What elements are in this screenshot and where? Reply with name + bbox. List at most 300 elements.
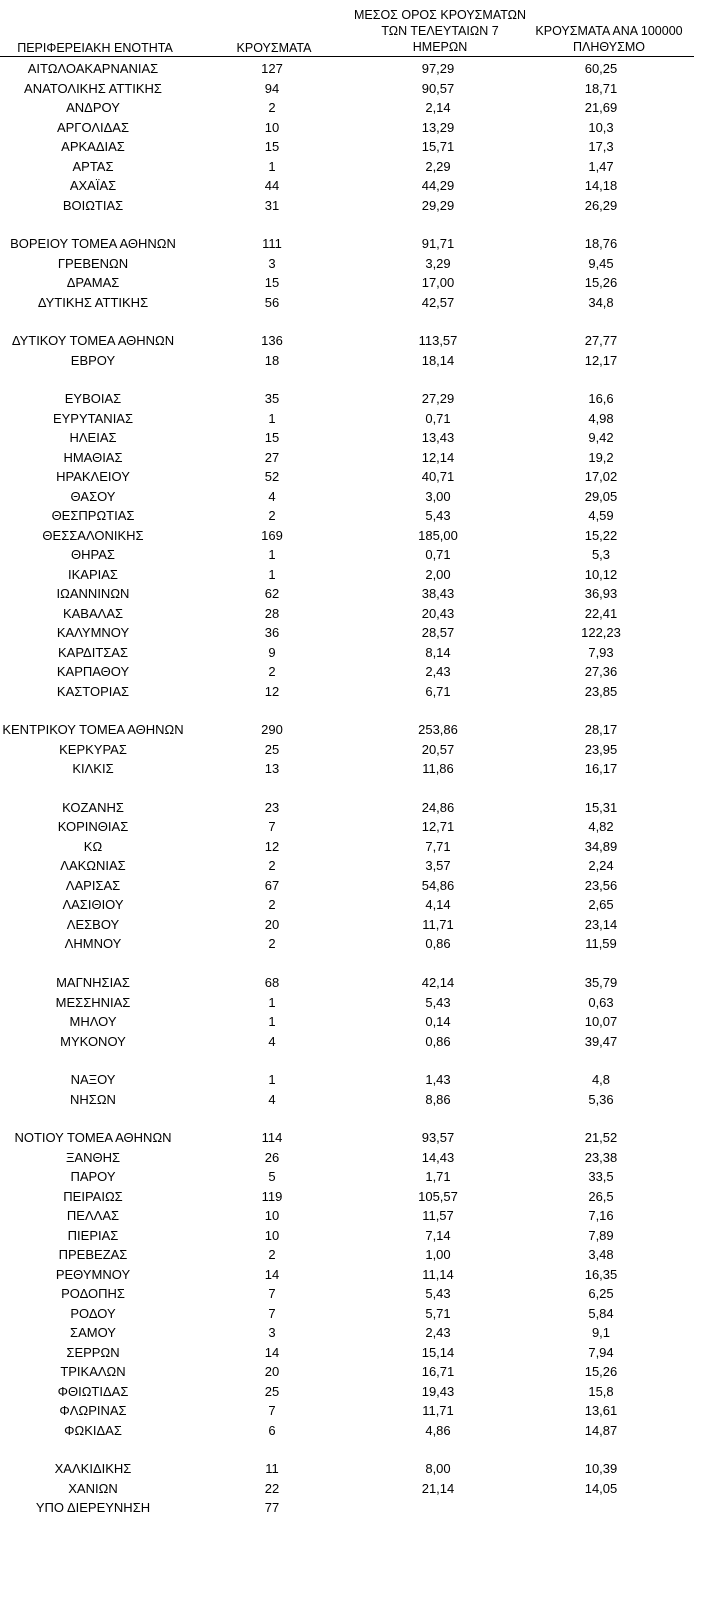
seven-day-average-cell: 0,86 bbox=[425, 936, 451, 952]
table-row bbox=[0, 98, 728, 118]
table-row bbox=[0, 389, 728, 409]
table-row bbox=[0, 720, 728, 740]
cases-cell: 7 bbox=[268, 1403, 276, 1419]
region-name-cell: ΠΕΙΡΑΙΩΣ bbox=[63, 1188, 123, 1204]
seven-day-average-cell: 8,86 bbox=[425, 1091, 451, 1107]
seven-day-average-cell: 11,71 bbox=[422, 1403, 454, 1419]
region-name-cell: ΚΕΡΚΥΡΑΣ bbox=[59, 741, 127, 757]
table-row bbox=[0, 1032, 728, 1052]
region-name-cell: ΡΕΘΥΜΝΟΥ bbox=[55, 1266, 131, 1282]
region-name-cell: ΚΑΡΠΑΘΟΥ bbox=[56, 664, 130, 680]
table-row bbox=[0, 934, 728, 954]
cases-cell: 14 bbox=[264, 1344, 280, 1360]
seven-day-average-cell: 3,29 bbox=[425, 255, 451, 271]
seven-day-average-cell: 16,71 bbox=[421, 1364, 455, 1380]
seven-day-average-cell: 15,14 bbox=[421, 1344, 455, 1360]
seven-day-average-cell: 185,00 bbox=[418, 527, 458, 543]
table-row bbox=[0, 448, 728, 468]
region-name-cell: ΚΟΖΑΝΗΣ bbox=[62, 799, 124, 815]
seven-day-average-cell: 90,57 bbox=[421, 80, 455, 96]
cases-per-100000-cell: 35,79 bbox=[584, 975, 618, 991]
region-name-cell: ΚΟΡΙΝΘΙΑΣ bbox=[57, 819, 129, 835]
table-row bbox=[0, 1459, 728, 1479]
region-name-cell: ΘΕΣΣΑΛΟΝΙΚΗΣ bbox=[42, 527, 144, 543]
table-row bbox=[0, 409, 728, 429]
table-row bbox=[0, 467, 728, 487]
table-row bbox=[0, 1498, 728, 1518]
seven-day-average-cell: 5,71 bbox=[425, 1305, 451, 1321]
cases-per-100000-cell: 14,87 bbox=[584, 1422, 618, 1438]
cases-cell: 20 bbox=[264, 916, 280, 932]
region-name-cell: ΚΑΛΥΜΝΟΥ bbox=[56, 625, 130, 641]
seven-day-average-cell: 0,71 bbox=[425, 547, 451, 563]
cases-cell: 127 bbox=[261, 61, 283, 76]
region-name-cell: ΕΒΡΟΥ bbox=[70, 352, 116, 368]
seven-day-average-cell: 1,00 bbox=[425, 1247, 451, 1263]
table-row bbox=[0, 118, 728, 138]
cases-per-100000-cell: 10,3 bbox=[588, 119, 614, 135]
seven-day-average-cell: 17,00 bbox=[421, 275, 455, 291]
cases-cell: 1 bbox=[268, 158, 276, 174]
table-row bbox=[0, 915, 728, 935]
cases-per-100000-cell: 16,17 bbox=[584, 761, 618, 777]
table-row bbox=[0, 993, 728, 1013]
seven-day-average-cell: 13,43 bbox=[421, 430, 455, 446]
table-row bbox=[0, 428, 728, 448]
region-name-cell: ΣΑΜΟΥ bbox=[70, 1325, 116, 1341]
region-name-cell: ΑΡΤΑΣ bbox=[72, 158, 114, 174]
cases-cell: 2 bbox=[268, 897, 276, 913]
region-name-cell: ΝΑΞΟΥ bbox=[70, 1072, 116, 1088]
cases-cell: 25 bbox=[264, 1383, 280, 1399]
region-name-cell: ΤΡΙΚΑΛΩΝ bbox=[60, 1364, 126, 1380]
region-name-cell: ΜΑΓΝΗΣΙΑΣ bbox=[56, 975, 130, 991]
cases-per-100000-cell: 18,76 bbox=[584, 236, 618, 252]
table-row bbox=[0, 1304, 728, 1324]
table-row bbox=[0, 876, 728, 896]
seven-day-average-cell: 105,57 bbox=[418, 1188, 458, 1204]
header-divider bbox=[0, 56, 694, 57]
region-name-cell: ΧΑΛΚΙΔΙΚΗΣ bbox=[54, 1461, 132, 1477]
region-name-cell: ΛΑΚΩΝΙΑΣ bbox=[60, 858, 126, 874]
table-row bbox=[0, 526, 728, 546]
cases-per-100000-cell: 26,29 bbox=[584, 197, 618, 213]
region-name-cell: ΝΟΤΙΟΥ ΤΟΜΕΑ ΑΘΗΝΩΝ bbox=[14, 1130, 172, 1146]
column-header-cases: ΚΡΟΥΣΜΑΤΑ bbox=[236, 41, 312, 55]
cases-per-100000-cell: 33,5 bbox=[588, 1169, 614, 1185]
region-name-cell: ΣΕΡΡΩΝ bbox=[66, 1344, 120, 1360]
table-row bbox=[0, 1226, 728, 1246]
cases-per-100000-cell: 9,45 bbox=[588, 255, 614, 271]
cases-per-100000-cell: 5,84 bbox=[588, 1305, 614, 1321]
region-name-cell: ΥΠΟ ΔΙΕΡΕΥΝΗΣΗ bbox=[35, 1500, 151, 1516]
cases-cell: 2 bbox=[268, 936, 276, 952]
cases-cell: 22 bbox=[264, 1480, 280, 1496]
seven-day-average-cell: 2,43 bbox=[425, 664, 451, 680]
cases-cell: 6 bbox=[268, 1422, 276, 1438]
cases-per-100000-cell: 39,47 bbox=[584, 1033, 618, 1049]
region-name-cell: ΘΗΡΑΣ bbox=[71, 547, 115, 563]
cases-per-100000-cell: 29,05 bbox=[584, 488, 618, 504]
seven-day-average-cell: 3,00 bbox=[425, 488, 451, 504]
cases-per-100000-cell: 26,5 bbox=[588, 1188, 614, 1204]
region-name-cell: ΠΙΕΡΙΑΣ bbox=[67, 1227, 119, 1243]
table-row bbox=[0, 254, 728, 274]
cases-per-100000-cell: 9,42 bbox=[588, 430, 614, 446]
seven-day-average-cell: 21,14 bbox=[421, 1480, 455, 1496]
cases-cell: 15 bbox=[264, 430, 280, 446]
cases-cell: 3 bbox=[268, 255, 276, 271]
cases-cell: 3 bbox=[268, 1325, 276, 1341]
cases-per-100000-cell: 2,65 bbox=[588, 897, 614, 913]
cases-cell: 56 bbox=[264, 294, 280, 310]
cases-cell: 15 bbox=[264, 275, 280, 291]
cases-cell: 15 bbox=[264, 139, 280, 154]
table-row bbox=[0, 59, 728, 79]
cases-per-100000-cell: 19,2 bbox=[588, 449, 614, 465]
region-name-cell: ΚΙΛΚΙΣ bbox=[72, 761, 114, 777]
seven-day-average-cell: 113,57 bbox=[418, 333, 458, 349]
region-name-cell: ΠΡΕΒΕΖΑΣ bbox=[58, 1247, 128, 1263]
seven-day-average-cell: 6,71 bbox=[425, 683, 451, 699]
column-header-average-line-1: ΜΕΣΟΣ ΟΡΟΣ ΚΡΟΥΣΜΑΤΩΝ bbox=[353, 8, 527, 22]
region-name-cell: ΦΘΙΩΤΙΔΑΣ bbox=[57, 1383, 129, 1399]
cases-per-100000-cell: 4,8 bbox=[591, 1072, 611, 1088]
seven-day-average-cell: 11,86 bbox=[422, 761, 454, 777]
cases-cell: 1 bbox=[268, 410, 276, 426]
seven-day-average-cell: 5,43 bbox=[425, 508, 451, 524]
cases-per-100000-cell: 15,26 bbox=[584, 275, 618, 291]
cases-cell: 1 bbox=[268, 994, 276, 1010]
seven-day-average-cell: 2,14 bbox=[425, 100, 451, 115]
cases-cell: 12 bbox=[264, 683, 280, 699]
cases-per-100000-cell: 23,85 bbox=[584, 683, 618, 699]
region-name-cell: ΚΑΡΔΙΤΣΑΣ bbox=[57, 644, 129, 660]
table-row bbox=[0, 837, 728, 857]
cases-cell: 44 bbox=[264, 178, 280, 193]
cases-cell: 25 bbox=[264, 741, 280, 757]
cases-per-100000-cell: 12,17 bbox=[584, 352, 618, 368]
table-row bbox=[0, 604, 728, 624]
seven-day-average-cell: 12,71 bbox=[421, 819, 455, 835]
cases-per-100000-cell: 21,52 bbox=[584, 1130, 618, 1146]
cases-cell: 13 bbox=[264, 761, 280, 777]
column-header-average-line-2: ΤΩΝ ΤΕΛΕΥΤΑΙΩΝ 7 bbox=[381, 24, 499, 38]
seven-day-average-cell: 20,57 bbox=[421, 741, 455, 757]
region-name-cell: ΛΗΜΝΟΥ bbox=[64, 936, 122, 952]
seven-day-average-cell: 2,00 bbox=[425, 566, 451, 582]
cases-cell: 2 bbox=[268, 664, 276, 680]
seven-day-average-cell: 54,86 bbox=[421, 877, 455, 893]
cases-per-100000-cell: 34,8 bbox=[588, 294, 614, 310]
cases-per-100000-cell: 13,61 bbox=[584, 1403, 618, 1419]
cases-cell: 62 bbox=[264, 586, 280, 602]
table-row bbox=[0, 506, 728, 526]
cases-cell: 23 bbox=[264, 799, 280, 815]
cases-cell: 7 bbox=[268, 1286, 276, 1302]
region-name-cell: ΕΥΡΥΤΑΝΙΑΣ bbox=[52, 410, 134, 426]
cases-cell: 94 bbox=[264, 80, 280, 96]
table-row bbox=[0, 798, 728, 818]
region-name-cell: ΑΝΔΡΟΥ bbox=[66, 100, 120, 115]
table-row bbox=[0, 584, 728, 604]
cases-per-100000-cell: 1,47 bbox=[588, 158, 614, 174]
region-name-cell: ΝΗΣΩΝ bbox=[70, 1091, 116, 1107]
region-name-cell: ΔΥΤΙΚΗΣ ΑΤΤΙΚΗΣ bbox=[37, 294, 149, 310]
seven-day-average-cell: 44,29 bbox=[421, 178, 455, 193]
seven-day-average-cell: 253,86 bbox=[418, 722, 458, 738]
seven-day-average-cell: 1,43 bbox=[425, 1072, 451, 1088]
cases-cell: 2 bbox=[268, 100, 276, 115]
table-row bbox=[0, 1128, 728, 1148]
seven-day-average-cell: 40,71 bbox=[421, 469, 455, 485]
seven-day-average-cell: 2,29 bbox=[425, 158, 451, 174]
cases-per-100000-cell: 23,38 bbox=[584, 1149, 618, 1165]
cases-per-100000-cell: 23,14 bbox=[584, 916, 618, 932]
cases-per-100000-cell: 22,41 bbox=[584, 605, 618, 621]
seven-day-average-cell: 18,14 bbox=[421, 352, 455, 368]
cases-per-100000-cell: 28,17 bbox=[584, 722, 618, 738]
table-row bbox=[0, 79, 728, 99]
table-row bbox=[0, 817, 728, 837]
table-row bbox=[0, 1070, 728, 1090]
cases-per-100000-cell: 17,02 bbox=[584, 469, 618, 485]
region-name-cell: ΧΑΝΙΩΝ bbox=[68, 1480, 118, 1496]
cases-cell: 4 bbox=[268, 1033, 276, 1049]
cases-cell: 18 bbox=[264, 352, 280, 368]
cases-cell: 7 bbox=[268, 819, 276, 835]
table-row bbox=[0, 623, 728, 643]
cases-cell: 119 bbox=[261, 1188, 283, 1204]
cases-per-100000-cell: 27,36 bbox=[584, 664, 618, 680]
cases-per-100000-cell: 36,93 bbox=[584, 586, 618, 602]
cases-per-100000-cell: 16,6 bbox=[588, 391, 614, 407]
cases-per-100000-cell: 18,71 bbox=[584, 80, 618, 96]
cases-cell: 10 bbox=[264, 1208, 280, 1224]
cases-per-100000-cell: 7,16 bbox=[588, 1208, 614, 1224]
seven-day-average-cell: 42,14 bbox=[421, 975, 455, 991]
seven-day-average-cell: 4,86 bbox=[425, 1422, 451, 1438]
table-row bbox=[0, 973, 728, 993]
cases-cell: 1 bbox=[268, 547, 276, 563]
table-row bbox=[0, 234, 728, 254]
cases-cell: 2 bbox=[268, 858, 276, 874]
cases-cell: 36 bbox=[264, 625, 280, 641]
region-name-cell: ΒΟΡΕΙΟΥ ΤΟΜΕΑ ΑΘΗΝΩΝ bbox=[10, 236, 176, 252]
cases-cell: 20 bbox=[264, 1364, 280, 1380]
region-name-cell: ΑΙΤΩΛΟΑΚΑΡΝΑΝΙΑΣ bbox=[27, 61, 159, 76]
seven-day-average-cell: 24,86 bbox=[421, 799, 455, 815]
seven-day-average-cell: 15,71 bbox=[421, 139, 455, 154]
cases-cell: 67 bbox=[264, 877, 280, 893]
seven-day-average-cell: 19,43 bbox=[421, 1383, 455, 1399]
region-name-cell: ΛΑΡΙΣΑΣ bbox=[65, 877, 121, 893]
cases-cell: 111 bbox=[262, 236, 282, 252]
cases-cell: 1 bbox=[268, 1014, 276, 1030]
table-row bbox=[0, 1090, 728, 1110]
table-row bbox=[0, 1012, 728, 1032]
seven-day-average-cell: 11,14 bbox=[422, 1266, 454, 1282]
cases-per-100000-cell: 4,98 bbox=[588, 410, 614, 426]
table-row bbox=[0, 682, 728, 702]
seven-day-average-cell: 8,00 bbox=[425, 1461, 451, 1477]
region-name-cell: ΕΥΒΟΙΑΣ bbox=[64, 391, 122, 407]
cases-per-100000-cell: 2,24 bbox=[588, 858, 614, 874]
cases-cell: 11 bbox=[265, 1461, 279, 1477]
cases-per-100000-cell: 11,59 bbox=[585, 936, 617, 952]
cases-per-100000-cell: 5,3 bbox=[591, 547, 611, 563]
region-name-cell: ΙΩΑΝΝΙΝΩΝ bbox=[56, 586, 130, 602]
region-name-cell: ΔΡΑΜΑΣ bbox=[66, 275, 120, 291]
cases-per-100000-cell: 17,3 bbox=[588, 139, 614, 154]
cases-cell: 1 bbox=[268, 566, 276, 582]
cases-per-100000-cell: 3,48 bbox=[588, 1247, 614, 1263]
region-name-cell: ΡΟΔΟΠΗΣ bbox=[61, 1286, 125, 1302]
table-row bbox=[0, 1323, 728, 1343]
region-name-cell: ΦΩΚΙΔΑΣ bbox=[64, 1422, 122, 1438]
region-name-cell: ΜΥΚΟΝΟΥ bbox=[60, 1033, 126, 1049]
cases-per-100000-cell: 14,05 bbox=[584, 1480, 618, 1496]
table-row bbox=[0, 351, 728, 371]
table-row bbox=[0, 662, 728, 682]
table-body bbox=[0, 59, 728, 1518]
seven-day-average-cell: 20,43 bbox=[421, 605, 455, 621]
seven-day-average-cell: 4,14 bbox=[425, 897, 451, 913]
region-name-cell: ΜΕΣΣΗΝΙΑΣ bbox=[55, 994, 131, 1010]
cases-cell: 77 bbox=[264, 1500, 280, 1516]
table-row bbox=[0, 331, 728, 351]
region-name-cell: ΚΩ bbox=[83, 838, 103, 854]
region-name-cell: ΛΑΣΙΘΙΟΥ bbox=[62, 897, 124, 913]
region-name-cell: ΓΡΕΒΕΝΩΝ bbox=[57, 255, 129, 271]
table-row bbox=[0, 1187, 728, 1207]
table-row bbox=[0, 1401, 728, 1421]
region-name-cell: ΒΟΙΩΤΙΑΣ bbox=[62, 197, 124, 213]
table-row bbox=[0, 895, 728, 915]
cases-per-100000-cell: 122,23 bbox=[581, 625, 621, 641]
cases-cell: 10 bbox=[264, 1227, 280, 1243]
table-header bbox=[0, 0, 728, 58]
region-name-cell: ΚΑΣΤΟΡΙΑΣ bbox=[56, 683, 130, 699]
seven-day-average-cell: 13,29 bbox=[421, 119, 455, 135]
cases-per-100000-cell: 16,35 bbox=[584, 1266, 618, 1282]
cases-per-100000-cell: 15,22 bbox=[584, 527, 618, 543]
table-row bbox=[0, 487, 728, 507]
seven-day-average-cell: 3,57 bbox=[425, 858, 451, 874]
region-name-cell: ΘΕΣΠΡΩΤΙΑΣ bbox=[51, 508, 135, 524]
seven-day-average-cell: 29,29 bbox=[421, 197, 455, 213]
seven-day-average-cell: 11,71 bbox=[422, 916, 454, 932]
table-row bbox=[0, 1148, 728, 1168]
cases-per-100000-cell: 0,63 bbox=[588, 994, 614, 1010]
seven-day-average-cell: 7,14 bbox=[425, 1227, 451, 1243]
column-header-per-100000-line-2: ΠΛΗΘΥΣΜΟ bbox=[573, 40, 645, 54]
cases-per-100000-cell: 14,18 bbox=[584, 178, 618, 193]
table-row bbox=[0, 856, 728, 876]
seven-day-average-cell: 28,57 bbox=[421, 625, 455, 641]
region-name-cell: ΛΕΣΒΟΥ bbox=[66, 916, 120, 932]
seven-day-average-cell: 2,43 bbox=[425, 1325, 451, 1341]
cases-per-100000-cell: 7,89 bbox=[588, 1227, 614, 1243]
seven-day-average-cell: 1,71 bbox=[425, 1169, 451, 1185]
cases-cell: 9 bbox=[268, 644, 276, 660]
cases-cell: 68 bbox=[264, 975, 280, 991]
region-name-cell: ΘΑΣΟΥ bbox=[70, 488, 116, 504]
table-row bbox=[0, 196, 728, 216]
region-name-cell: ΗΜΑΘΙΑΣ bbox=[63, 449, 123, 465]
seven-day-average-cell: 12,14 bbox=[421, 449, 455, 465]
cases-per-100000-cell: 23,95 bbox=[584, 741, 618, 757]
seven-day-average-cell: 7,71 bbox=[425, 838, 451, 854]
seven-day-average-cell: 0,71 bbox=[425, 410, 451, 426]
table-row bbox=[0, 157, 728, 177]
cases-per-100000-cell: 23,56 bbox=[584, 877, 618, 893]
table-row bbox=[0, 1362, 728, 1382]
table-row bbox=[0, 565, 728, 585]
cases-per-100000-cell: 15,31 bbox=[584, 799, 618, 815]
region-name-cell: ΜΗΛΟΥ bbox=[69, 1014, 117, 1030]
table-row bbox=[0, 1206, 728, 1226]
region-name-cell: ΠΕΛΛΑΣ bbox=[66, 1208, 120, 1224]
cases-per-100000-cell: 9,1 bbox=[591, 1325, 611, 1341]
region-name-cell: ΑΝΑΤΟΛΙΚΗΣ ΑΤΤΙΚΗΣ bbox=[24, 80, 162, 96]
region-name-cell: ΑΡΚΑΔΙΑΣ bbox=[61, 139, 125, 154]
seven-day-average-cell: 0,86 bbox=[425, 1033, 451, 1049]
cases-cell: 4 bbox=[268, 488, 276, 504]
cases-per-100000-cell: 7,93 bbox=[588, 644, 614, 660]
cases-per-100000-cell: 15,8 bbox=[588, 1383, 614, 1399]
column-header-per-100000 bbox=[506, 23, 712, 55]
table-row bbox=[0, 1284, 728, 1304]
cases-cell: 114 bbox=[261, 1130, 283, 1146]
cases-cell: 14 bbox=[264, 1266, 280, 1282]
table-row bbox=[0, 293, 728, 313]
seven-day-average-cell: 42,57 bbox=[421, 294, 455, 310]
region-name-cell: ΙΚΑΡΙΑΣ bbox=[68, 566, 118, 582]
cases-per-100000-cell: 7,94 bbox=[588, 1344, 614, 1360]
cases-cell: 2 bbox=[268, 508, 276, 524]
cases-per-100000-cell: 34,89 bbox=[584, 838, 618, 854]
region-name-cell: ΞΑΝΘΗΣ bbox=[65, 1149, 121, 1165]
seven-day-average-cell: 97,29 bbox=[421, 61, 455, 76]
cases-cell: 4 bbox=[268, 1091, 276, 1107]
seven-day-average-cell: 0,14 bbox=[425, 1014, 451, 1030]
cases-per-100000-cell: 15,26 bbox=[584, 1364, 618, 1380]
cases-per-100000-cell: 4,59 bbox=[588, 508, 614, 524]
seven-day-average-cell: 11,57 bbox=[422, 1208, 454, 1224]
region-name-cell: ΑΡΓΟΛΙΔΑΣ bbox=[56, 119, 130, 135]
cases-cell: 12 bbox=[264, 838, 280, 854]
column-header-per-100000-line-1: ΚΡΟΥΣΜΑΤΑ ΑΝΑ 100000 bbox=[535, 24, 683, 38]
table-row bbox=[0, 273, 728, 293]
column-header-average-line-3: ΗΜΕΡΩΝ bbox=[412, 40, 468, 54]
seven-day-average-cell: 14,43 bbox=[421, 1149, 455, 1165]
seven-day-average-cell: 91,71 bbox=[421, 236, 455, 252]
cases-cell: 290 bbox=[261, 722, 283, 738]
region-name-cell: ΡΟΔΟΥ bbox=[70, 1305, 116, 1321]
table-row bbox=[0, 759, 728, 779]
cases-cell: 10 bbox=[264, 119, 280, 135]
cases-cell: 28 bbox=[264, 605, 280, 621]
cases-per-100000-cell: 5,36 bbox=[588, 1091, 614, 1107]
table-row bbox=[0, 137, 728, 157]
table-row bbox=[0, 740, 728, 760]
cases-per-100000-cell: 60,25 bbox=[584, 61, 618, 76]
cases-per-100000-cell: 10,07 bbox=[584, 1014, 618, 1030]
table-row bbox=[0, 176, 728, 196]
cases-cell: 2 bbox=[268, 1247, 276, 1263]
seven-day-average-cell: 93,57 bbox=[421, 1130, 455, 1146]
